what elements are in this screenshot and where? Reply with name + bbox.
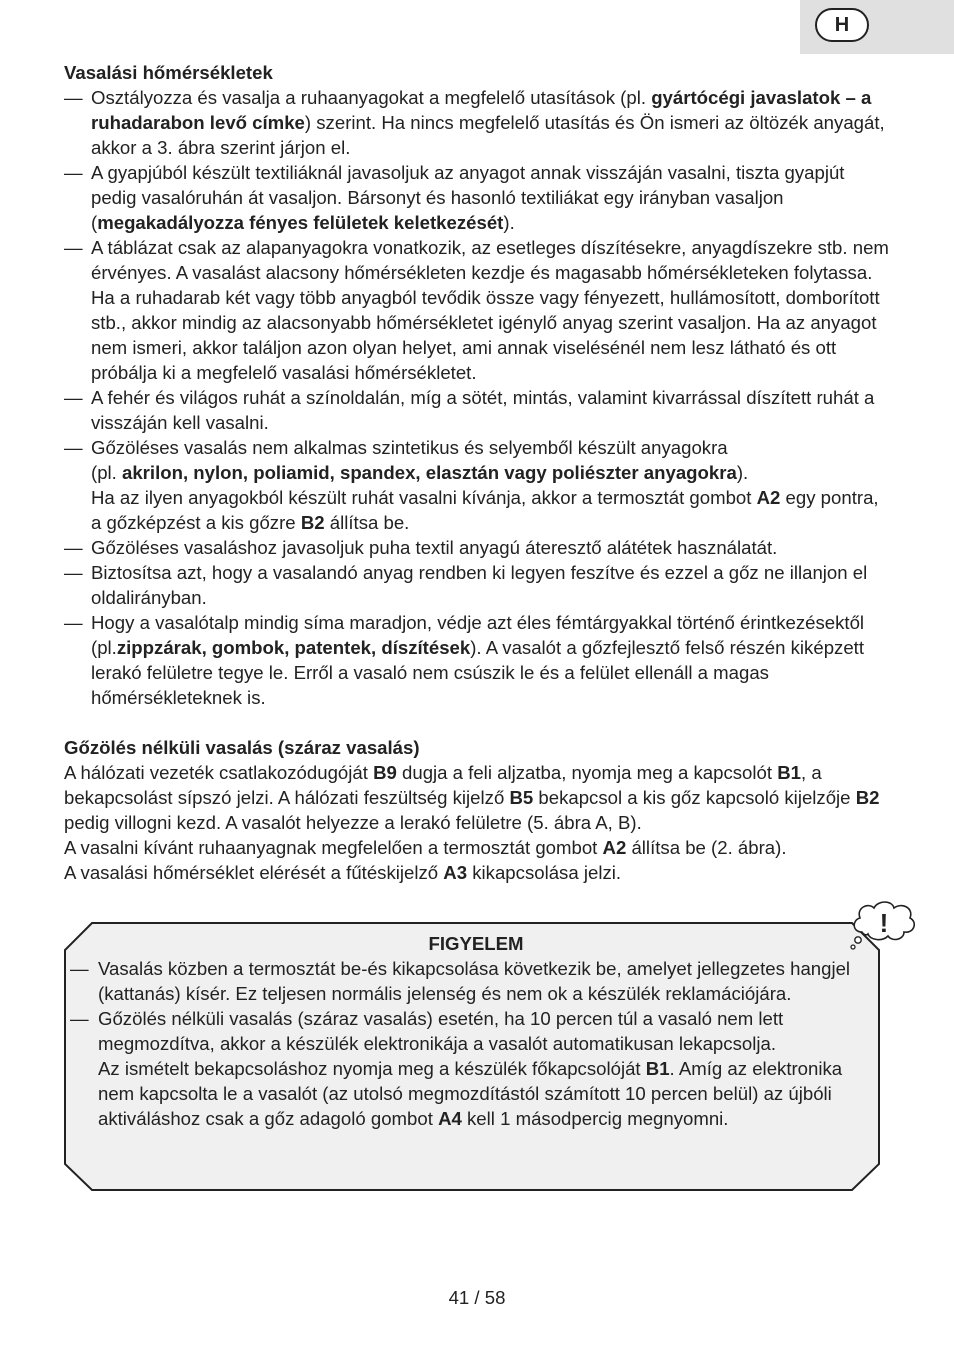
bold-text: megakadályozza fényes felületek keletkezését [97, 212, 504, 233]
dash-marker: — [64, 87, 83, 108]
list-item [64, 535, 894, 560]
dash-marker: — [70, 958, 89, 979]
svg-text:!: ! [879, 908, 889, 938]
warning-item [70, 956, 880, 1006]
text: Gőzöléses vasaláshoz javasoljuk puha textil anyagú áteresztő alátétek használatát. [91, 537, 778, 558]
section-title-dry-ironing: Gőzölés nélküli vasalás (száraz vasalás) [64, 737, 420, 758]
dash-marker: — [64, 562, 83, 583]
exclamation-cloud-icon [848, 898, 918, 950]
text: . Amíg az elektronika nem kapcsolta le a vasalót (az utolsó megmozdítástól számított 10 percen belül) az újbóli aktiváláshoz csak a gőz adagoló gombot [98, 1058, 843, 1129]
text: A táblázat csak az alapanyagokra vonatkozik, az esetleges díszítésekre, anyagdíszekre stb. nem érvényes. A vasalást alacsony hőmérsékleten kezdje és magasabb hőmérsékleteken folytassa. Ha a ruhadarab két vagy több anyagból tevődik össze vagy fényezett, hullámosított, domborított stb., akkor mindig az alacsonyabb hőmérsékletet igénylő anyag szerint vasaljon. Ha az anyagot nem ismeri, akkor találjon azon olyan helyet, ami annak viselésénél nem lesz látható és ott próbálja ki a megfelelő vasalási hőmérsékletet. [91, 237, 889, 383]
list-item [64, 85, 894, 160]
dry-ironing-section [64, 735, 894, 885]
dash-marker: — [70, 1008, 89, 1029]
bold-text: B2 [300, 512, 325, 533]
text: ) szerint. Ha nincs megfelelő utasítás és Ön ismeri az öltözék anyagát, akkor a 3. ábra szerint járjon el. [91, 112, 885, 158]
text: A fehér és világos ruhát a színoldalán, míg a sötét, mintás, valamint kivarrással díszített ruhát a visszáján kell vasalni. [91, 387, 875, 433]
text: ). [503, 212, 515, 233]
paragraph: A hálózati vezeték csatlakozódugóját B9 dugja a feli aljzatba, nyomja meg a kapcsolót B1, a bekapcsolást sípszó jelzi. A hálózati feszültség kijelző B5 bekapcsol a kis gőz kapcsoló kijelzője B2 pedig villogni kezd. A vasalót helyezze a lerakó felületre (5. ábra A, B). [64, 762, 880, 833]
dash-marker: — [64, 162, 83, 183]
list-item [64, 235, 894, 385]
dash-marker: — [64, 237, 83, 258]
text: Biztosítsa azt, hogy a vasalandó anyag rendben ki legyen feszítve és ezzel a gőz ne illanjon el oldalirányban. [91, 562, 868, 608]
dash-marker: — [64, 612, 83, 633]
warning-box [64, 922, 880, 1192]
main-content [64, 60, 894, 885]
text: kell 1 másodpercig megnyomni. [461, 1108, 729, 1129]
paragraph: A vasalási hőmérséklet elérését a fűtéskijelző A3 kikapcsolása jelzi. [64, 862, 622, 883]
list-item [64, 610, 894, 710]
text: ). A vasalót a gőzfejlesztő felső részén kiképzett lerakó felületre tegye le. Erről a vasaló nem csúszik le és a felület ellenáll a magas hőmérsékleteknek is. [91, 637, 865, 708]
text: Hogy a vasalótalp mindig síma maradjon, védje azt éles fémtárgyakkal történő érintkezésektől (pl. [91, 612, 865, 658]
bold-text: gyártócégi javaslatok – a ruhadarabon levő címke [91, 87, 872, 133]
text: ). [736, 462, 749, 483]
text: Ha az ilyen anyagokból készült ruhát vasalni kívánja, akkor a termosztát gombot [91, 487, 757, 508]
text: egy pontra, a gőzképzést a kis gőzre [91, 487, 879, 533]
list-item [64, 435, 894, 535]
warning-item [70, 1006, 880, 1131]
list-item [64, 560, 894, 610]
list-item [64, 160, 894, 235]
paragraph: A vasalni kívánt ruhaanyagnak megfelelően a termosztát gombot A2 állítsa be (2. ábra). [64, 837, 787, 858]
text: Gőzölés nélküli vasalás (száraz vasalás) esetén, ha 10 percen túl a vasaló nem lett megmozdítva, akkor a készülék elektronikája a vasalót automatikusan lekapcsolja. [98, 1008, 784, 1054]
dash-marker: — [64, 537, 83, 558]
text: állítsa be. [324, 512, 410, 533]
text: (pl. [91, 462, 122, 483]
list-item [64, 385, 894, 435]
page-number: 41 / 58 [448, 1287, 506, 1308]
language-badge: H [815, 8, 869, 42]
text: Osztályozza és vasalja a ruhaanyagokat a megfelelő utasítások (pl. [91, 87, 652, 108]
bold-text: B1 [645, 1058, 670, 1079]
bold-text: A2 [756, 487, 781, 508]
text: Vasalás közben a termosztát be-és kikapcsolása következik be, amelyet jellegzetes hangjel (kattanás) kísér. Ez teljesen normális jelenség és nem ok a készülék reklamációjára. [98, 958, 851, 1004]
text: Gőzöléses vasalás nem alkalmas szintetikus és selyemből készült anyagokra [91, 437, 728, 458]
dash-marker: — [64, 437, 83, 458]
text: A gyapjúból készült textiliáknál javasoljuk az anyagot annak visszáján vasalni, tiszta gyapjút pedig vasalóruhán át vasaljon. Bársonyt és hasonló textiliákat egy irányban vasaljon ( [91, 162, 845, 233]
dash-marker: — [64, 387, 83, 408]
warning-title: FIGYELEM [428, 933, 524, 954]
text: Az ismételt bekapcsoláshoz nyomja meg a készülék főkapcsolóját [98, 1058, 646, 1079]
section-title-ironing-temperatures: Vasalási hőmérsékletek [64, 62, 273, 83]
bold-text: akrilon, nylon, poliamid, spandex, elasztán vagy poliészter anyagokra [122, 462, 737, 483]
bold-text: A4 [438, 1108, 462, 1129]
bold-text: zippzárak, gombok, patentek, díszítések [116, 637, 471, 658]
